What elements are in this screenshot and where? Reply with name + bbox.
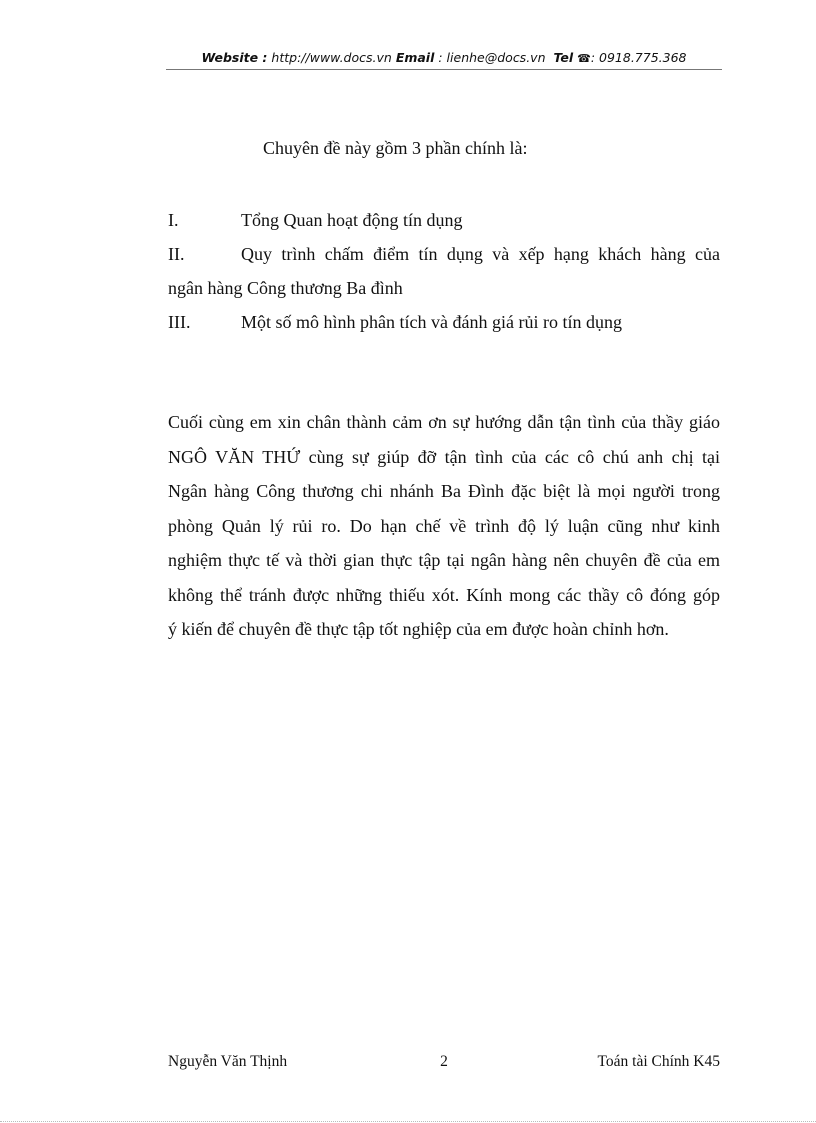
paragraph-line: Ngân hàng Công thương chi nhánh Ba Đình đặc biệt là mọi người trong bbox=[168, 481, 720, 501]
page-number: 2 bbox=[440, 1053, 448, 1070]
paragraph-line: nghiệm thực tế và thời gian thực tập tại ngân hàng nên chuyên đề của em bbox=[168, 550, 720, 570]
outline-number: II. bbox=[168, 244, 185, 264]
email-value[interactable]: : lienhe@docs.vn bbox=[438, 50, 546, 65]
outline-item bbox=[168, 237, 720, 271]
paragraph-line: phòng Quản lý rủi ro. Do hạn chế về trình độ lý luận cũng như kinh bbox=[168, 515, 720, 536]
paragraph-line: không thể tránh được những thiếu xót. Kính mong các thầy cô đóng góp bbox=[168, 584, 720, 605]
outline-number: III. bbox=[168, 312, 191, 332]
outline-text: Quy trình chấm điểm tín dụng và xếp hạng khách hàng của bbox=[241, 244, 720, 264]
intro-text: Chuyên đề này gồm 3 phần chính là: bbox=[263, 138, 528, 158]
paragraph-line: Cuối cùng em xin chân thành cảm ơn sự hướng dẫn tận tình của thầy giáo bbox=[168, 412, 720, 432]
outline-list bbox=[168, 203, 720, 339]
phone-icon: ☎ bbox=[577, 52, 591, 65]
paragraph-line: ý kiến để chuyên đề thực tập tốt nghiệp của em được hoàn chỉnh hơn. bbox=[168, 619, 669, 639]
footer-class: Toán tài Chính K45 bbox=[597, 1053, 720, 1070]
outline-text: Một số mô hình phân tích và đánh giá rủi ro tín dụng bbox=[241, 312, 622, 332]
website-url[interactable]: http://www.docs.vn bbox=[271, 50, 392, 65]
tel-label: Tel bbox=[553, 50, 574, 65]
footer-author: Nguyễn Văn Thịnh bbox=[168, 1053, 288, 1070]
outline-text: Tổng Quan hoạt động tín dụng bbox=[241, 210, 463, 230]
paragraph-line: NGÔ VĂN THỨ cùng sự giúp đỡ tận tình của các cô chú anh chị tại bbox=[168, 446, 720, 467]
outline-number: I. bbox=[168, 210, 179, 230]
page-footer bbox=[168, 1053, 720, 1075]
outline-continuation: ngân hàng Công thương Ba đình bbox=[168, 278, 403, 298]
outline-item bbox=[168, 203, 720, 237]
email-label: Email bbox=[395, 50, 435, 65]
acknowledgement-paragraph bbox=[168, 405, 720, 647]
page-header bbox=[166, 50, 722, 65]
footer-divider bbox=[0, 1121, 816, 1122]
header-divider bbox=[166, 69, 722, 70]
outline-item bbox=[168, 305, 720, 339]
website-label: Website : bbox=[201, 50, 268, 65]
tel-value: : 0918.775.368 bbox=[590, 50, 687, 65]
